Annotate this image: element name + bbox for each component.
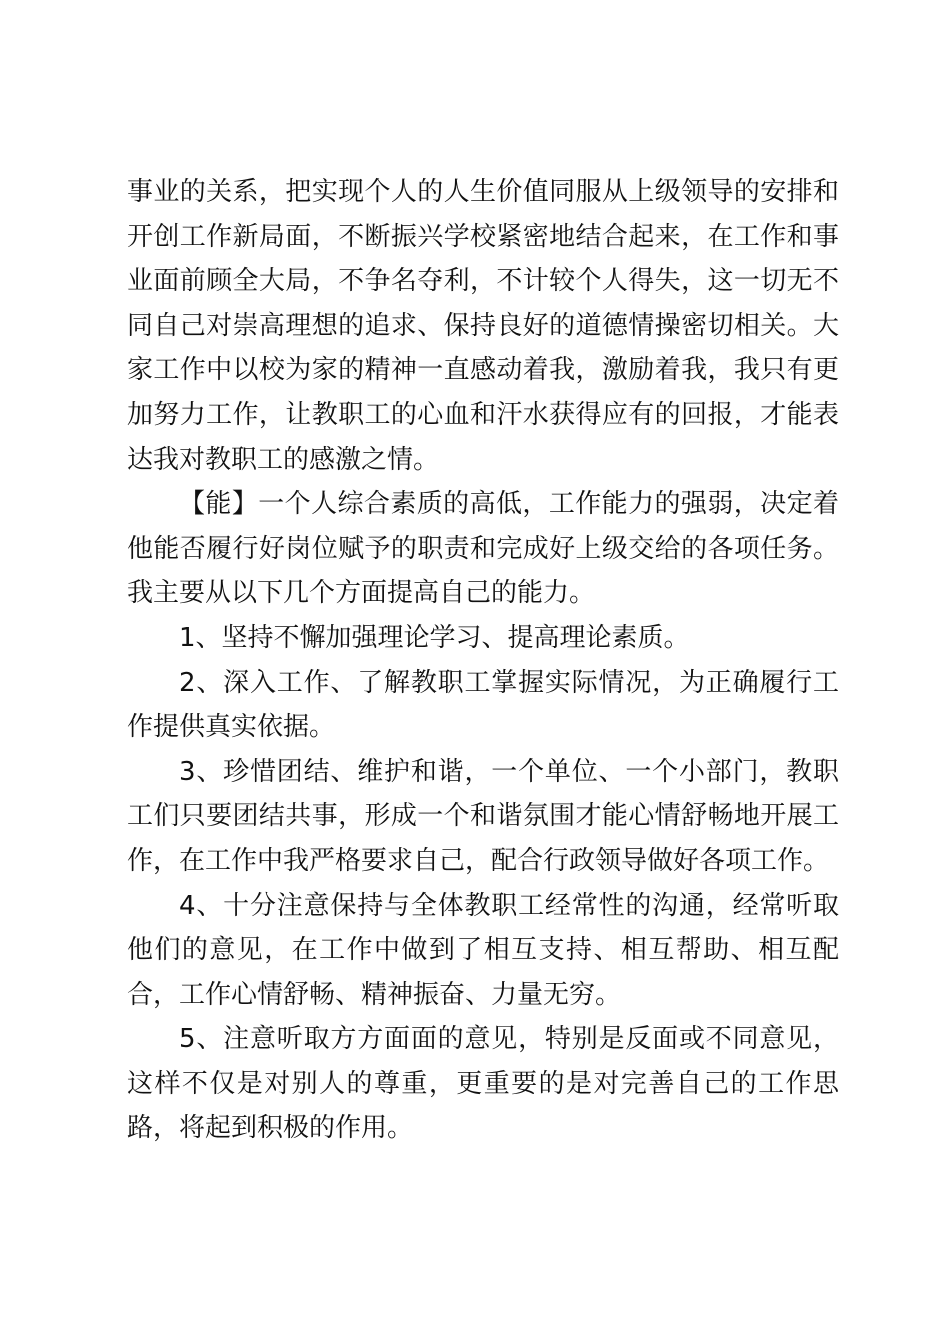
list-item-4: 4、十分注意保持与全体教职工经常性的沟通，经常听取他们的意见，在工作中做到了相互支持、相互帮助、相互配合，工作心情舒畅、精神振奋、力量无穷。 xyxy=(127,890,839,1010)
paragraph-continuation: 事业的关系，把实现个人的人生价值同服从上级领导的安排和开创工作新局面，不断振兴学校紧密地结合起来，在工作和事业面前顾全大局，不争名夺利，不计较个人得失，这一切无不同自己对崇高理想的追求、保持良好的道德情操密切相关。大家工作中以校为家的精神一直感动着我，激励着我，我只有更加努力工作，让教职工的心血和汗水获得应有的回报，才能表达我对教职工的感激之情。 xyxy=(127,177,839,475)
list-item-3: 3、珍惜团结、维护和谐，一个单位、一个小部门，教职工们只要团结共事，形成一个和谐氛围才能心情舒畅地开展工作，在工作中我严格要求自己，配合行政领导做好各项工作。 xyxy=(127,756,839,876)
list-item-2: 2、深入工作、了解教职工掌握实际情况，为正确履行工作提供真实依据。 xyxy=(127,667,839,743)
paragraph-ability-intro: 【能】一个人综合素质的高低，工作能力的强弱，决定着他能否履行好岗位赋予的职责和完成好上级交给的各项任务。我主要从以下几个方面提高自己的能力。 xyxy=(127,489,839,609)
list-item-5: 5、注意听取方方面面的意见，特别是反面或不同意见，这样不仅是对别人的尊重，更重要的是对完善自己的工作思路，将起到积极的作用。 xyxy=(127,1024,839,1144)
list-item-1: 1、坚持不懈加强理论学习、提高理论素质。 xyxy=(179,622,690,653)
document-page xyxy=(127,170,839,1151)
